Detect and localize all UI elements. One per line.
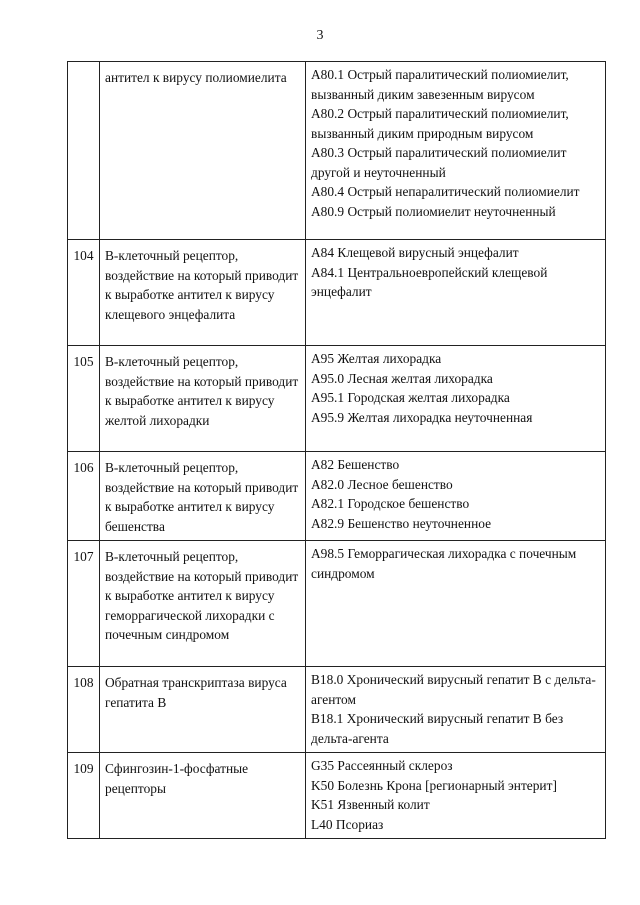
table-row [68, 452, 606, 541]
disease-code: B18.0 Хронический вирусный гепатит B с дельта-агентом [311, 672, 596, 707]
codes-cell [306, 240, 606, 346]
codes-cell [306, 346, 606, 452]
table-row [68, 240, 606, 346]
row-number: 105 [68, 346, 100, 452]
target-cell: антител к вирусу полиомиелита [100, 62, 306, 240]
disease-code: A82 Бешенство [311, 457, 400, 472]
table-row [68, 753, 606, 839]
codes-cell [306, 667, 606, 753]
disease-code: A95.0 Лесная желтая лихорадка [311, 370, 493, 386]
disease-code: A80.1 Острый паралитический полиомиелит, вызванный диким завезенным вирусом [311, 67, 569, 102]
disease-code: A80.9 Острый полиомиелит неуточненный [311, 203, 556, 219]
target-cell: В-клеточный рецептор, воздействие на который приводит к выработке антител к вирусу геморрагической лихорадки с почечным синдромом [100, 541, 306, 667]
disease-code: A84.1 Центральноевропейский клещевой энцефалит [311, 264, 548, 299]
codes-cell [306, 541, 606, 667]
disease-code: B18.1 Хронический вирусный гепатит B без дельта-агента [311, 711, 564, 746]
table-row [68, 346, 606, 452]
row-number: 104 [68, 240, 100, 346]
disease-code: A82.9 Бешенство неуточненное [311, 515, 492, 531]
target-cell: В-клеточный рецептор, воздействие на который приводит к выработке антител к вирусу желтой лихорадки [100, 346, 306, 452]
disease-code: A80.4 Острый непаралитический полиомиелит [311, 184, 580, 199]
row-number [68, 62, 100, 240]
table-row [68, 62, 606, 240]
disease-code: K51 Язвенный колит [311, 797, 430, 812]
disease-code: A95.1 Городская желтая лихорадка [311, 390, 510, 405]
row-number: 107 [68, 541, 100, 667]
disease-code: K50 Болезнь Крона [регионарный энтерит] [311, 777, 557, 793]
disease-code: A84 Клещевой вирусный энцефалит [311, 245, 519, 260]
disease-code: A95.9 Желтая лихорадка неуточненная [311, 409, 533, 425]
disease-code: A80.2 Острый паралитический полиомиелит, вызванный диким природным вирусом [311, 106, 569, 141]
disease-code: A95 Желтая лихорадка [311, 351, 442, 366]
target-cell: Сфингозин-1-фосфатные рецепторы [100, 753, 306, 839]
disease-code: L40 Псориаз [311, 816, 384, 832]
table-row [68, 541, 606, 667]
row-number: 109 [68, 753, 100, 839]
target-cell: В-клеточный рецептор, воздействие на который приводит к выработке антител к вирусу клещевого энцефалита [100, 240, 306, 346]
row-number: 106 [68, 452, 100, 541]
disease-code: A82.1 Городское бешенство [311, 496, 470, 511]
page-number: 3 [316, 28, 324, 43]
disease-code: A80.3 Острый паралитический полиомиелит другой и неуточненный [311, 145, 567, 180]
disease-code: G35 Рассеянный склероз [311, 758, 453, 773]
disease-code: A98.5 Геморрагическая лихорадка с почечным синдромом [311, 546, 577, 581]
disease-code: A82.0 Лесное бешенство [311, 476, 453, 492]
row-number: 108 [68, 667, 100, 753]
target-cell: Обратная транскриптаза вируса гепатита В [100, 667, 306, 753]
disease-target-table [67, 61, 606, 839]
target-cell: В-клеточный рецептор, воздействие на который приводит к выработке антител к вирусу бешенства [100, 452, 306, 541]
codes-cell [306, 452, 606, 541]
codes-cell [306, 62, 606, 240]
codes-cell [306, 753, 606, 839]
table-row [68, 667, 606, 753]
